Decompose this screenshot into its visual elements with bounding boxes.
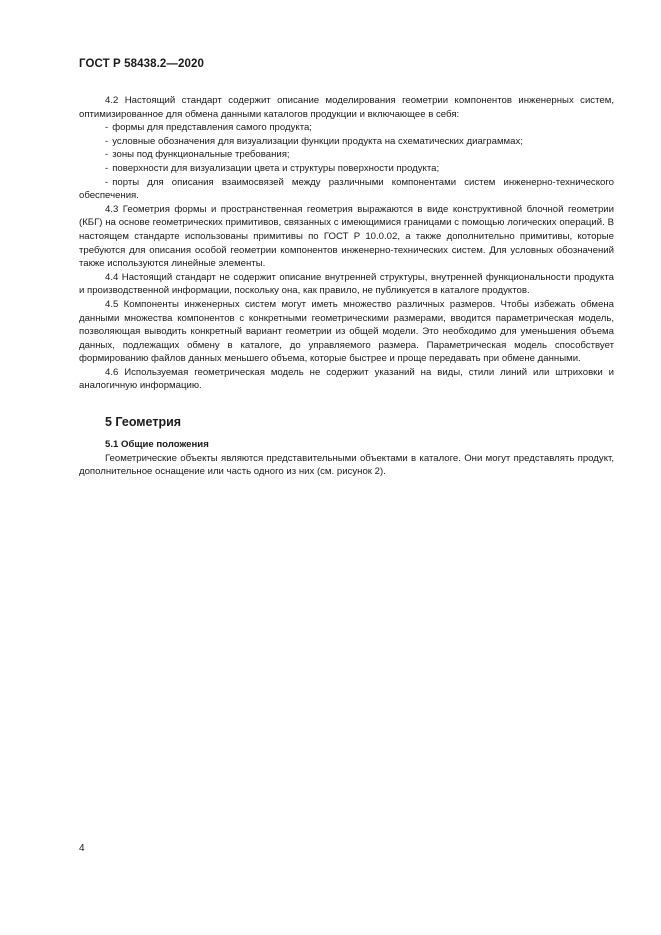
list-item-text: порты для описания взаимосвязей между различными компонентами систем инженерно-технического обеспечения. <box>79 176 614 202</box>
document-header-code: ГОСТ Р 58438.2—2020 <box>79 58 204 70</box>
page-number: 4 <box>79 843 85 854</box>
paragraph-4-2: 4.2 Настоящий стандарт содержит описание моделирования геометрии компонентов инженерных систем, оптимизированное для обмена данными каталогов продукции и включающее в себя: <box>79 95 614 120</box>
section-5-title: 5 Геометрия <box>105 415 182 430</box>
list-4-2 <box>79 121 614 203</box>
list-item <box>79 121 614 135</box>
list-dash: - <box>105 176 109 188</box>
list-item <box>79 135 614 149</box>
list-item-text: формы для представления самого продукта; <box>112 122 312 134</box>
subsection-5-1-title: 5.1 Общие положения <box>105 439 209 451</box>
list-item <box>79 176 614 203</box>
list-dash: - <box>105 135 109 147</box>
list-item-text: зоны под функциональные требования; <box>112 149 290 161</box>
paragraph-5-1: Геометрические объекты являются представительными объектами в каталоге. Они могут представлять продукт, дополнительное оснащение или часть одного из них (см. рисунок 2). <box>79 452 614 478</box>
paragraph-4-6: 4.6 Используемая геометрическая модель не содержит указаний на виды, стили линий или штриховки и аналогичную информацию. <box>79 366 614 392</box>
list-item <box>79 148 614 162</box>
document-body <box>79 94 614 479</box>
list-item-text: условные обозначения для визуализации функции продукта на схематических диаграммах; <box>112 135 523 147</box>
list-item <box>79 162 614 176</box>
list-dash: - <box>105 122 109 134</box>
paragraph-4-3: 4.3 Геометрия формы и пространственная геометрия выражаются в виде конструктивной блочной геометрии (КБГ) на основе геометрических примитивов, связанных с имеющимися границами с помощью логических операций. В настоящем стандарте использованы примитивы по ГОСТ Р 10.0.02, а также дополнительно примитивы, которые требуются для описания особой геометрии компонентов инженерно-технических систем. Для условных обозначений также используются линейные элементы. <box>79 203 614 270</box>
paragraph-4-5: 4.5 Компоненты инженерных систем могут иметь множество различных размеров. Чтобы избежать обмена данными множества компонентов с конкретными геометрическими размерами, вводится параметрическая модель, позволяющая выводить конкретный вариант геометрии из общей модели. Это необходимо для уменьшения объема данных, подлежащих обмену в каталоге, до управляемого размера. Параметрическая модель способствует формированию файлов данных меньшего объема, которые быстрее и проще передавать при обмене данными. <box>79 298 614 365</box>
list-item-text: поверхности для визуализации цвета и структуры поверхности продукта; <box>112 162 440 174</box>
list-dash: - <box>105 162 109 174</box>
paragraph-4-4: 4.4 Настоящий стандарт не содержит описание внутренней структуры, внутренней функциональности продукта и производственной информации, поскольку она, как правило, не публикуется в каталоге продуктов. <box>79 271 614 297</box>
list-dash: - <box>105 149 109 161</box>
